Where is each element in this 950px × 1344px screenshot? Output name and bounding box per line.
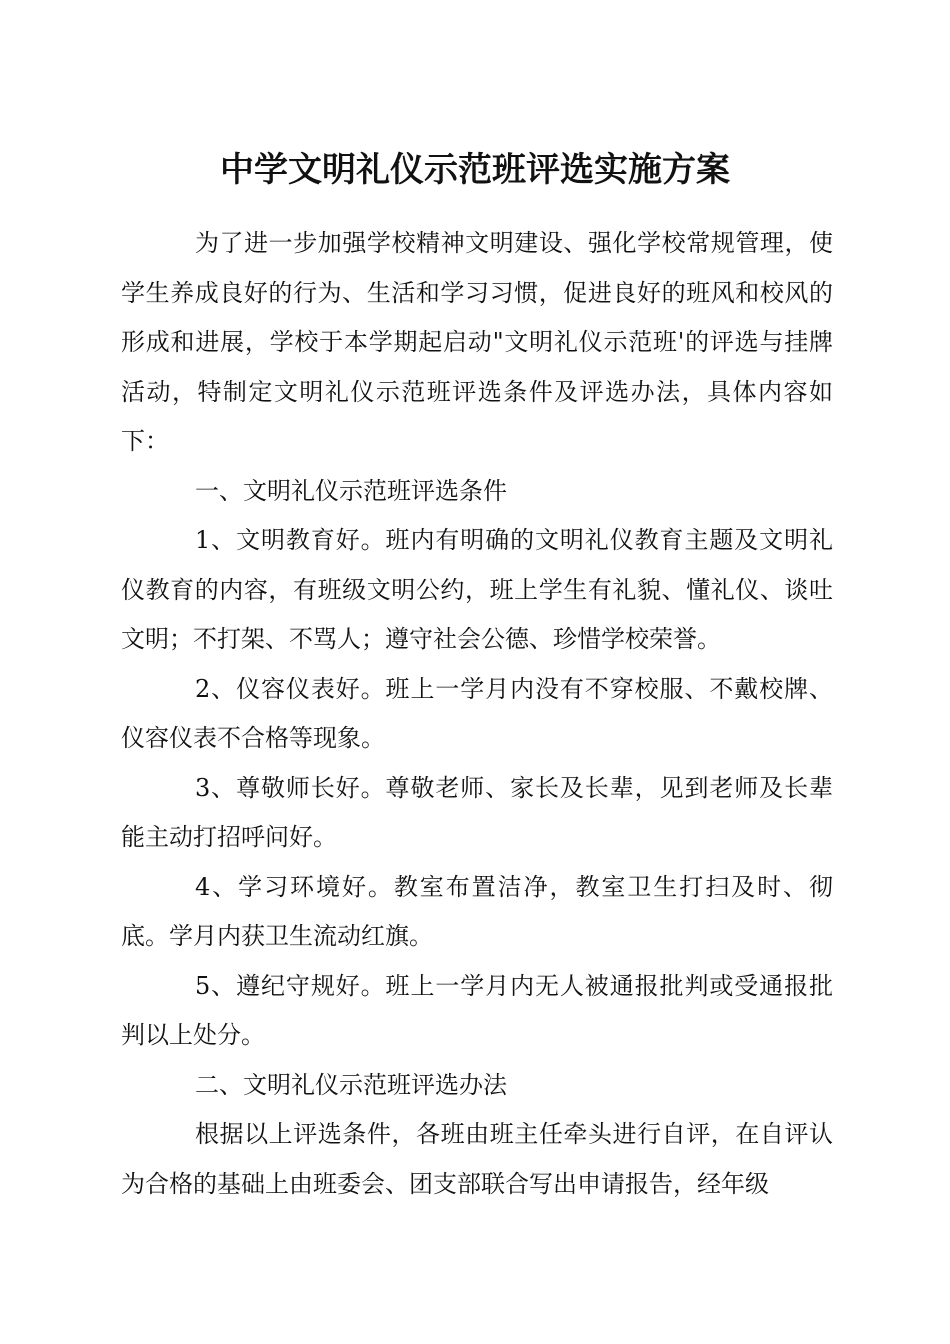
criteria-item-5: 5、遵纪守规好。班上一学月内无人被通报批判或受通报批判以上处分。 bbox=[121, 971, 833, 1049]
document-title: 中学文明礼仪示范班评选实施方案 bbox=[220, 150, 730, 190]
criteria-item-3: 3、尊敬师长好。尊敬老师、家长及长辈，见到老师及长辈能主动打招呼问好。 bbox=[121, 773, 833, 851]
intro-paragraph: 为了进一步加强学校精神文明建设、强化学校常规管理，使学生养成良好的行为、生活和学习习惯，促进良好的班风和校风的形成和进展，学校于本学期起启动"文明礼仪示范班'的评选与挂牌活动，特制定文明礼仪示范班评选条件及评选办法，具体内容如下： bbox=[121, 229, 833, 455]
criteria-item-4: 4、学习环境好。教室布置洁净，教室卫生打扫及时、彻底。学月内获卫生流动红旗。 bbox=[121, 872, 833, 950]
method-paragraph: 根据以上评选条件，各班由班主任牵头进行自评，在自评认为合格的基础上由班委会、团支部联合写出申请报告，经年级 bbox=[121, 1120, 833, 1198]
document-body bbox=[121, 219, 833, 1209]
criteria-item-1: 1、文明教育好。班内有明确的文明礼仪教育主题及文明礼仪教育的内容，有班级文明公约，班上学生有礼貌、懂礼仪、谈吐文明；不打架、不骂人；遵守社会公德、珍惜学校荣誉。 bbox=[121, 526, 833, 653]
section-heading-method: 二、文明礼仪示范班评选办法 bbox=[195, 1070, 507, 1099]
criteria-item-2: 2、仪容仪表好。班上一学月内没有不穿校服、不戴校牌、仪容仪表不合格等现象。 bbox=[121, 674, 833, 752]
section-heading-criteria: 一、文明礼仪示范班评选条件 bbox=[195, 476, 507, 505]
